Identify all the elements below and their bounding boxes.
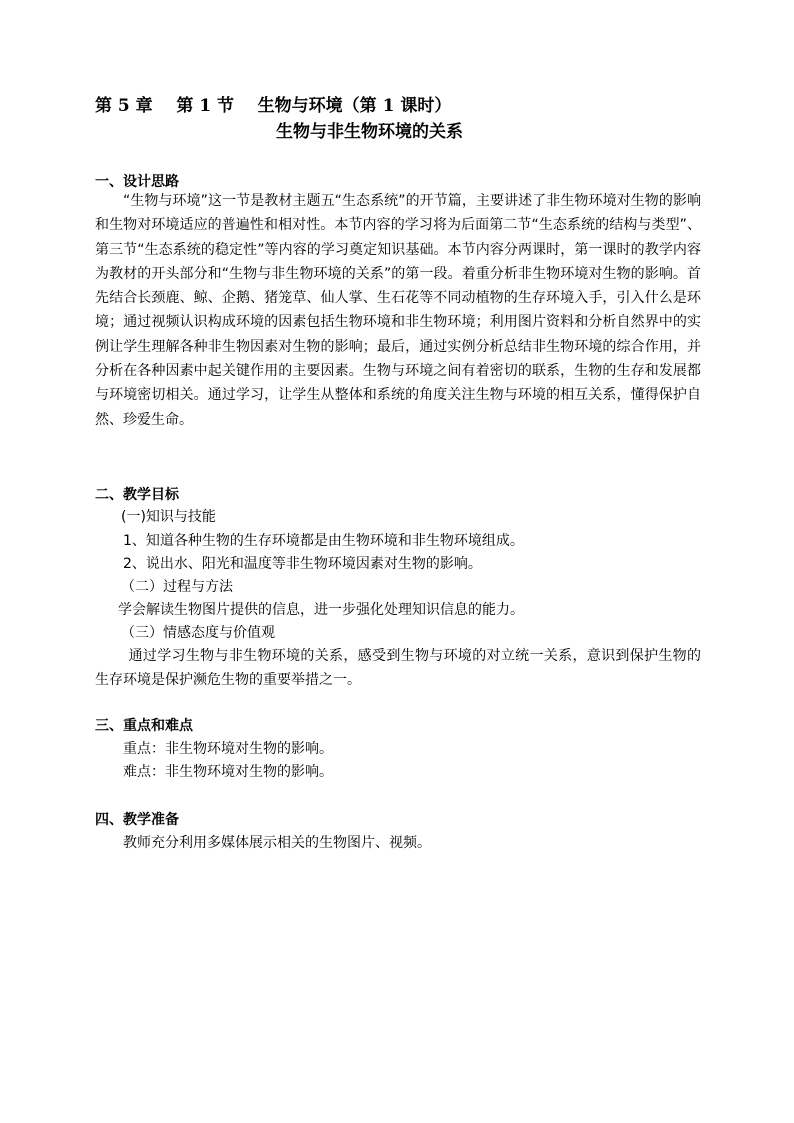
document-title: 第 5 章 第 1 节 生物与环境（第 1 课时）	[95, 96, 452, 116]
section-heading-key-points: 三、重点和难点	[95, 718, 193, 734]
prep-text: 教师充分利用多媒体展示相关的生物图片、视频。	[123, 835, 431, 851]
design-paragraph: “生物与环境”这一节是教材主题五“生态系统”的开节篇，主要讲述了非生物环境对生物的影响和生物对环境适应的普遍性和相对性。本节内容的学习将为后面第二节“生态系统的结构与类型”、第三节“生态系统的稳定性”等内容的学习奠定知识基础。本节内容分两课时，第一课时的教学内容为教材的开头部分和“生物与非生物环境的关系”的第一段。着重分析非生物环境对生物的影响。首先结合长颈鹿、鲸、企鹅、猪笼草、仙人掌、生石花等不同动植物的生存环境入手，引入什么是环境；通过视频认识构成环境的因素包括生物环境和非生物环境；利用图片资料和分析自然界中的实例让学生理解各种非生物因素对生物的影响；最后，通过实例分析总结非生物环境的综合作用，并分析在各种因素中起关键作用的主要因素。生物与环境之间有着密切的联系，生物的生存和发展都与环境密切相关。通过学习，让学生从整体和系统的角度关注生物与环境的相互关系，懂得保护自然、珍爱生命。	[95, 193, 701, 428]
goals-item-1: 1、知道各种生物的生存环境都是由生物环境和非生物环境组成。	[123, 533, 524, 549]
section-heading-goals: 二、教学目标	[95, 487, 179, 503]
key-point: 重点：非生物环境对生物的影响。	[123, 741, 333, 757]
goals-subheading-attitude: （三）情感态度与价值观	[121, 625, 275, 641]
goals-subheading-knowledge: (一)知识与技能	[121, 509, 216, 525]
section-heading-prep: 四、教学准备	[95, 812, 179, 828]
goals-item-3: 学会解读生物图片提供的信息，进一步强化处理知识信息的能力。	[118, 602, 524, 618]
goals-subheading-process: （二）过程与方法	[121, 579, 233, 595]
goals-item-2: 2、说出水、阳光和温度等非生物环境因素对生物的影响。	[123, 556, 482, 572]
document-subtitle: 生物与非生物环境的关系	[276, 122, 463, 142]
difficult-point: 难点：非生物环境对生物的影响。	[123, 764, 333, 780]
section-heading-design: 一、设计思路	[95, 174, 179, 190]
goals-paragraph: 通过学习生物与非生物环境的关系，感受到生物与环境的对立统一关系，意识到保护生物的生存环境是保护濒危生物的重要举措之一。	[95, 648, 701, 689]
